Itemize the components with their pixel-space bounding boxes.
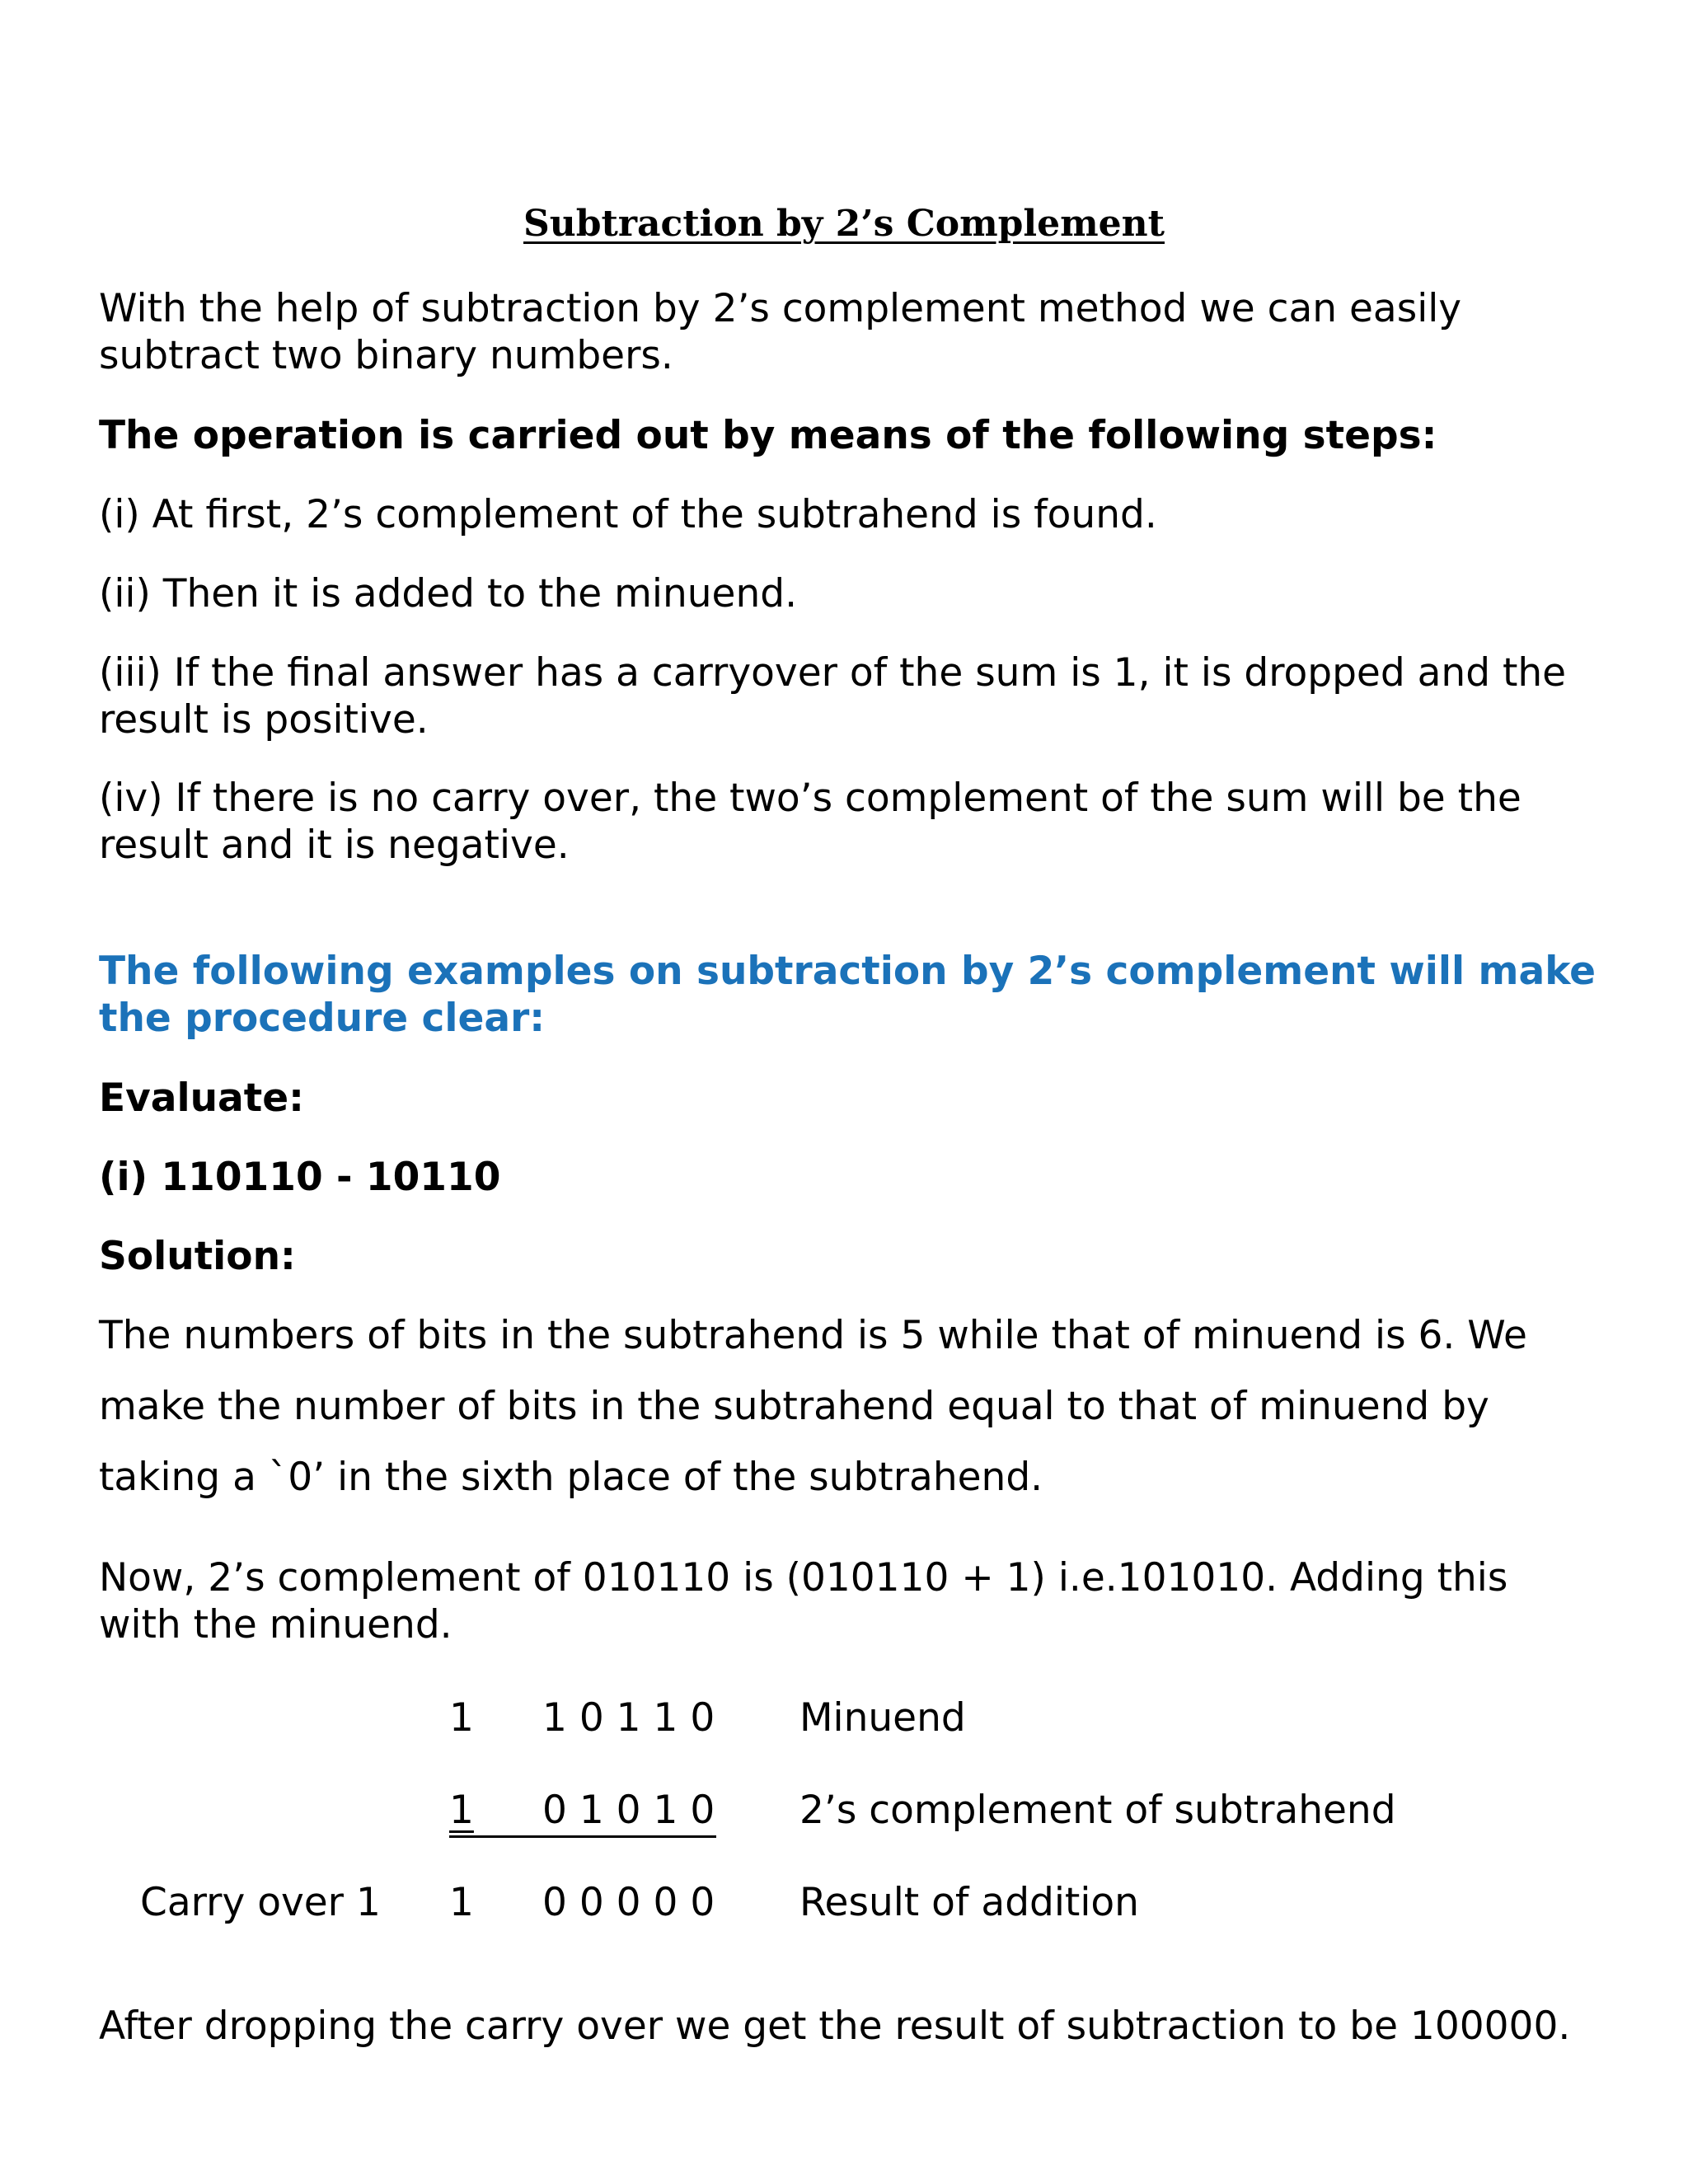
intro-paragraph: With the help of subtraction by 2’s complement method we can easily subtract two binary numbers. xyxy=(99,286,1462,378)
solution-paragraph: The numbers of bits in the subtrahend is 5 while that of minuend is 6. We make the number of bits in the subtrahend equal to that of minuend by taking a `0’ in the sixth place of the subtrahend. xyxy=(99,1313,1527,1500)
carry-label: Carry over 1 xyxy=(140,1880,381,1925)
solution-label: Solution: xyxy=(99,1234,296,1279)
problem-statement: (i) 110110 - 10110 xyxy=(99,1155,501,1200)
row-2-label: 2’s complement of subtrahend xyxy=(799,1788,1396,1833)
row-3-bits: 0 0 0 0 0 xyxy=(542,1880,715,1925)
steps-heading: The operation is carried out by means of the following steps: xyxy=(99,413,1437,458)
step-2: (ii) Then it is added to the minuend. xyxy=(99,571,798,616)
step-1: (i) At first, 2’s complement of the subtrahend is found. xyxy=(99,492,1157,537)
row-3-label: Result of addition xyxy=(799,1880,1139,1925)
conclusion-paragraph: After dropping the carry over we get the result of subtraction to be 100000. xyxy=(99,2004,1571,2049)
complement-paragraph: Now, 2’s complement of 010110 is (010110 + 1) i.e.101010. Adding this with the minuend. xyxy=(99,1555,1508,1647)
row-1-bits: 1 0 1 1 0 xyxy=(542,1695,715,1741)
row-3-lead: 1 xyxy=(449,1880,474,1925)
page-title: Subtraction by 2’s Complement xyxy=(523,203,1165,245)
step-3: (iii) If the final answer has a carryover of the sum is 1, it is dropped and the result is positive. xyxy=(99,650,1567,743)
step-4: (iv) If there is no carry over, the two’s complement of the sum will be the result and it is negative. xyxy=(99,776,1522,868)
evaluate-label: Evaluate: xyxy=(99,1076,304,1121)
row-2-bits: 0 1 0 1 0 xyxy=(542,1788,715,1833)
row-2-lead: 1 xyxy=(449,1788,474,1833)
row-1-label: Minuend xyxy=(799,1695,966,1741)
row-1-lead: 1 xyxy=(449,1695,474,1741)
examples-heading: The following examples on subtraction by 2’s complement will make the procedure clear: xyxy=(99,949,1597,1041)
